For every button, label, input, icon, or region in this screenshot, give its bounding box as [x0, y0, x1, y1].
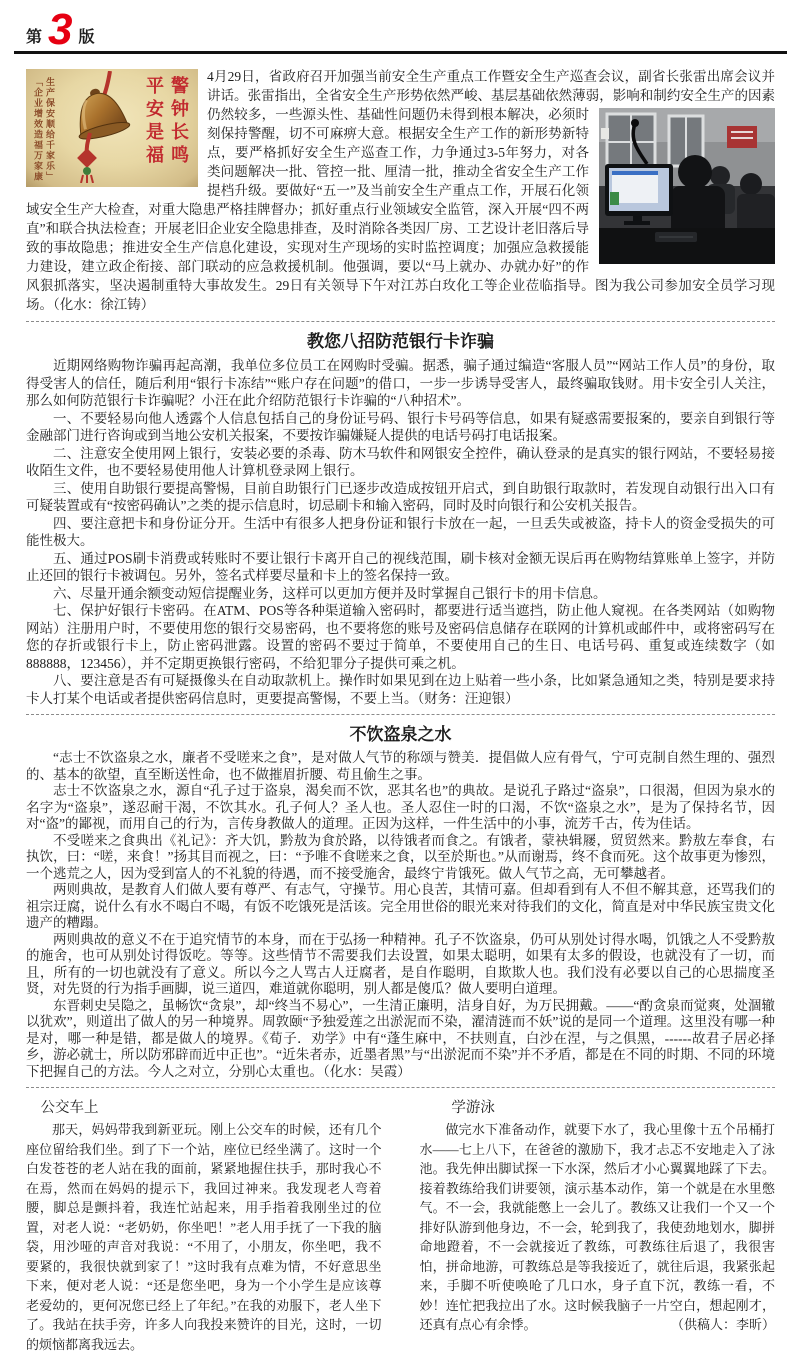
poster-couplet-left: 「企业增效造福万家康 [33, 77, 43, 182]
bank-point-6: 六、尽量开通余额变动短信提醒业务，这样可以更加方便并及时掌握自己银行卡的用卡信息。 [53, 585, 607, 601]
section-divider [26, 714, 775, 715]
safety-body-lead: 4月29日，省政府召开加强当前安全生产重点工作暨安全生产巡查会议，副省长张雷出席会议并讲话。张雷指出，全省安全生产形势依然严峻、基层基础依然薄弱，影响和制约安全生产的因素 [207, 69, 775, 103]
edition-suffix: 版 [78, 29, 95, 46]
training-photo [599, 108, 775, 264]
bus-story [26, 1093, 382, 1354]
bell-icon [56, 71, 148, 183]
edition-prefix: 第 [26, 29, 43, 46]
masthead [26, 4, 775, 54]
section-divider [26, 1087, 775, 1088]
essay-article [26, 720, 775, 1080]
poster-slogan-col2: 平安是福 [144, 76, 164, 168]
swim-story-body [420, 1120, 776, 1335]
bank-fraud-article [26, 327, 775, 707]
poster-slogan [141, 76, 191, 168]
bank-point-5: 五、通过POS刷卡消费或转账时不要让银行卡离开自己的视线范围，刷卡核对金额无误后再在购物结算账单上签字，并防止还回的银行卡被调包。另外，签名式样要尽量和卡上的签名保持一致。 [26, 550, 775, 583]
poster-slogan-col1: 警钟长鸣 [169, 76, 189, 168]
bank-point-3: 三、使用自助银行要提高警惕，目前自助银行门已逐步改造成按钮开启式，到自助银行取款时，若发现自动银行出入口有可疑装置或有“按密码确认”之类的提示信息时，切忌刷卡和输入密码，同时及时向银行和公安机关报告。 [26, 480, 775, 513]
bus-story-title: 公交车上 [40, 1100, 99, 1116]
safety-body-rest: 仍然较多，一些源头性、基础性问题仍未得到根本解决，必须时刻保持警醒，切不可麻痹大意。根据安全生产工作的新形势新特点，要严格抓好安全生产巡查工作，力争通过3-5年努力，对各类问题解决一批、管控一批、厘清一批，推动全省安全生产工作提档升级。要做好“五一”及当前安全生产重点工作，开展石化领域安全生产大检查，对重大隐患严格挂牌督办；抓好重点行业领域安全监管，深入开展“四不两直”和联合执法检查；开展老旧企业安全隐患排查，及时消除各类因厂房、工艺设计老旧落后导致的事故隐患；推进安全生产信息化建设，实现对生产现场的实时监控调度；加强应急救援能力建设，建立政企衔接、部门联动的应急救援机制。他强调，要以“马上就办、办就办好”的作风狠抓落实，坚决遏制重特大事故发生。29日有关领导下午对江苏白玫化工等企业莅临指导。图为我公司参加安全员学习现场。（化水：徐江铸） [26, 107, 775, 312]
essay-title: 不饮盗泉之水 [349, 725, 452, 744]
safety-article [26, 67, 775, 314]
essay-paragraph: 两则典故的意义不在于追究情节的本身，而在于弘扬一种精神。孔子不饮盗泉，仍可从别处讨得水喝，饥饿之人不受黔敖的施舍，也可从别处讨得饭吃。等等。这些情节不需要我们去设置，如果太聪明，如果有太多的假设，也就没有了一切，而且，所有的一切也就没有了意义。所以今之人骂古人迂腐者，是自作聪明，自欺欺人也。我们没有必要以自己的心思揣度圣贤，对先贤的行为指手画脚，说三道四，难道就你聪明，别人都是傻瓜？做人要明白道理。 [26, 931, 775, 996]
bank-point-4: 四、要注意把卡和身份证分开。生活中有很多人把身份证和银行卡放在一起，一旦丢失或被盗，持卡人的资金受损失的可能性极大。 [26, 515, 775, 548]
section-divider [26, 321, 775, 322]
bank-point-7: 七、保护好银行卡密码。在ATM、POS等各种渠道输入密码时，都要进行适当遮挡，防止他人窥视。在各类网站（如购物网站）注册用户时，不要使用您的银行交易密码，也不要将您的账号及密码信息储存在联网的计算机或邮件中，或将密码写在您的存折或银行卡上，防止密码泄露。设置的密码不要过于简单，不要使用自己的生日、电话号码、重复或连续数字（如888888，123456），并不定期更换银行密码，不给犯罪分子提供可乘之机。 [26, 603, 775, 671]
swim-story [420, 1093, 776, 1354]
bank-point-2: 二、注意安全使用网上银行，安装必要的杀毒、防木马软件和网银安全控件，确认登录的是真实的银行网站，不要轻易接收陌生文件，也不要轻易使用他人计算机登录网上银行。 [26, 445, 775, 478]
essay-paragraph: 志士不饮盗泉之水，源自“孔子过于盗泉，渴矣而不饮，恶其名也”的典故。是说孔子路过“盗泉”，口很渴，但因为泉水的名字为“盗泉”，遂忍耐干渴，不饮其水。孔子何人？圣人也。圣人忍住一时的口渴，不饮“盗泉之水”，是为了保持名节，因对“盗”的鄙视，而用自己的行为，言传身教做人的道理。正因为这样，一件生活中的小事，流芳千古，传为佳话。 [26, 783, 775, 831]
poster-couplet [32, 77, 56, 182]
bank-intro: 近期网络购物诈骗再起高潮，我单位多位员工在网购时受骗。据悉，骗子通过编造“客服人员”“网站工作人员”的身份，取得受害人的信任，随后利用“银行卡冻结”“账户存在问题”的借口，一步一步诱导受害人，最终骗取钱财。用卡安全引人关注，那么如何防范银行卡诈骗呢？小汪在此介绍防范银行卡诈骗的“八种招术”。 [26, 358, 775, 408]
essay-paragraph: 东晋刺史吴隐之，虽畅饮“贪泉”，却“终当不易心”，一生清正廉明，洁身自好，为万民拥戴。——“酌贪泉而觉爽，处涸辙以犹欢”，则道出了做人的另一种境界。周敦颐“予独爱莲之出淤泥而不染，濯清涟而不妖”说的是同一个道理。这里没有哪一种是对，哪一种是错，都是做人的境界。《荀子．劝学》中有“蓬生麻中，不扶则直，白沙在涅，与之俱黑，------故君子居必择乡，游必就士，所以防邪辟而近中正也”。“近朱者赤，近墨者黑”与“出淤泥而不染”并不矛盾，都是在不同的时期、不同的环境下把握自己的方法。今人之对立，分别心太重也。（化水：吴霞） [26, 997, 775, 1079]
bell-poster [26, 69, 198, 187]
poster-couplet-right: 生产保安顺给千家乐」 [45, 77, 55, 182]
training-photo-graphic [599, 108, 775, 264]
essay-paragraph: 不受嗟来之食典出《礼记》：齐大饥，黔敖为食於路，以待饿者而食之。有饿者，蒙袂辑屦，贸贸然来。黔敖左奉食，右执饮，曰：“嗟，来食！”扬其目而视之，曰：“予唯不食嗟来之食，以至於斯也。”从而谢焉，终不食而死。这个故事更为惨烈，一个逃荒之人，因为受到富人的不礼貌的待遇，而不接受施舍，最终宁肯饿死。做人气节之高，无可攀越者。 [26, 832, 775, 881]
swim-story-text: 做完水下准备动作，就要下水了，我心里像十五个吊桶打水——七上八下，在爸爸的激励下，我才忐忑不安地走入了泳池。我先伸出脚试探一下水深，然后才小心翼翼地踩了下去。接着教练给我们讲要领，演示基本动作，第一个就是在水里憋气。不一会，我就能憋上一会儿了。教练又让我们一个又一个排好队游到他身边，不一会，轮到我了，我使劲地划水，脚拼命地蹬着，不一会就接近了教练，可教练往后退了，我很害怕，拼命地游，可教练总是等我接近了，就往后退，我紧张起来，手脚不听使唤呛了几口水，身子直下沉，教练一看，不妙！连忙把我拉出了水。这时候我脑子一片空白，想起刚才，还真有点心有余悸。 [419, 1122, 775, 1332]
essay-paragraph: 两则典故，是教育人们做人要有尊严、有志气，守操节。用心良苦，其情可嘉。但却看到有人不但不解其意，还骂我们的祖宗迂腐，说什么有水不喝白不喝，有饭不吃饿死是活该。完全用世俗的眼光来对待我们的文化，简直是对中华民族宝贵文化遗产的糟蹋。 [26, 882, 775, 930]
swim-story-title: 学游泳 [451, 1100, 495, 1116]
bank-point-1: 一、不要轻易向他人透露个人信息包括自己的身份证号码、银行卡号码等信息，如果有疑惑需要报案的，要亲自到银行等金融部门进行咨询或到当地公安机关报案，不要按诈骗嫌疑人提供的电话号码打电话报案。 [26, 410, 775, 443]
bank-article-title: 教您八招防范银行卡诈骗 [307, 332, 494, 351]
bus-story-body: 那天，妈妈带我到新亚玩。刚上公交车的时候，还有几个座位留给我们坐。到了下一个站，座位已经坐满了。这时一个白发苍苍的老人站在我的面前，紧紧地握住扶手，那时我心不在焉，然而在妈妈的提示下，我回过神来。我发现老人弯着腰，脚总是颤抖着，我连忙站起来，用手指着我刚坐过的位置，对老人说：“老奶奶，你坐吧！”老人用手抚了一下我的脑袋，用沙哑的声音对我说：“不用了，小朋友，你坐吧，我不要紧的，我很快就到家了！”这时我有点难为情，不好意思坐下来，便对老人说：“还是您坐吧，身为一个小学生是应该尊老爱幼的，更何况您已经上了年纪。”在我的劝服下，老人坐下了。我站在扶手旁，许多人向我投来赞许的目光，这时，一切的烦恼都离我远去。 [26, 1122, 382, 1352]
bottom-stories [26, 1093, 775, 1354]
essay-paragraph: “志士不饮盗泉之水，廉者不受嗟来之食”，是对做人气节的称颂与赞美．提倡做人应有骨气，宁可克制自然生理的、强烈的、基本的欲望，直至断送性命，也不做摧眉折腰、苟且偷生之事。 [26, 750, 775, 782]
bank-point-8: 八、要注意是否有可疑摄像头在自动取款机上。操作时如果见到在边上贴着一些小条，比如紧急通知之类，特别是要求持卡人打某个电话或者提供密码信息时，更要提高警惕，不要上当。（财务：汪迎银） [26, 673, 775, 706]
edition-number: 3 [48, 4, 73, 54]
masthead-rule [14, 51, 787, 54]
swim-story-byline: （供稿人：李昕） [670, 1317, 775, 1332]
